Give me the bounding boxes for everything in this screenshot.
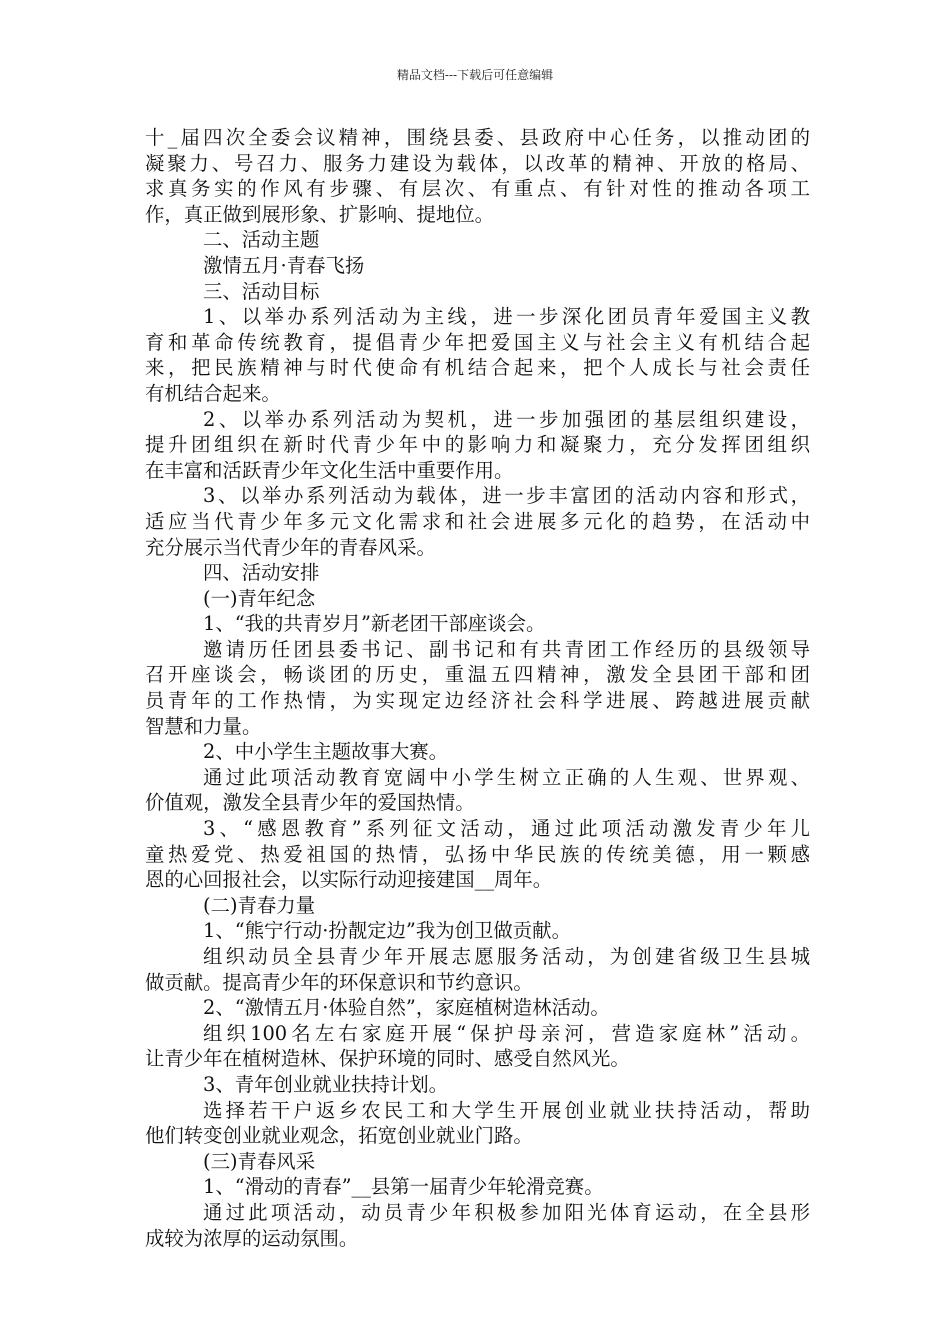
text-line: 育和革命传统教育，提倡青少年把爱国主义与社会主义有机结合起 [145,330,810,354]
text-line: 召开座谈会，畅谈团的历史，重温五四精神，激发全县团干部和团 [145,663,810,687]
text-line: 在丰富和活跃青少年文化生活中重要作用。 [145,458,514,482]
text-line: (三)青春风采 [203,1149,316,1173]
text-line: 1、“滑动的青春”__县第一届青少年轮滑竞赛。 [203,1175,604,1199]
text-line: 组织100名左右家庭开展“保护母亲河，营造家庭林”活动。 [203,1021,810,1045]
text-line: 充分展示当代青少年的青春风采。 [145,535,436,559]
text-line: 通过此项活动教育宽阔中小学生树立正确的人生观、世界观、 [203,765,810,789]
document-body [145,125,810,1251]
text-line: 2、以举办系列活动为契机，进一步加强团的基层组织建设， [203,407,810,431]
text-line: 求真务实的作风有步骤、有层次、有重点、有针对性的推动各项工 [145,177,810,201]
text-line: 3、“感恩教育”系列征文活动，通过此项活动激发青少年儿 [203,817,810,841]
text-line: 成较为浓厚的运动氛围。 [145,1226,359,1250]
text-line: 2、中小学生主题故事大赛。 [203,740,449,764]
text-line: 二、活动主题 [203,228,320,252]
text-line: 让青少年在植树造林、保护环境的同时、感受自然风光。 [145,1047,630,1071]
text-line: 来，把民族精神与时代使命有机结合起来，把个人成长与社会责任 [145,356,810,380]
text-line: 1、“熊宁行动·扮靓定边”我为创卫做贡献。 [203,919,571,943]
text-line: (一)青年纪念 [203,586,316,610]
text-line: 有机结合起来。 [145,381,281,405]
text-line: 作，真正做到展形象、扩影响、提地位。 [145,202,495,226]
text-line: 价值观，激发全县青少年的爱国热情。 [145,791,475,815]
text-line: 提升团组织在新时代青少年中的影响力和凝聚力，充分发挥团组织 [145,433,810,457]
text-line: 童热爱党、热爱祖国的热情，弘扬中华民族的传统美德，用一颗感 [145,842,810,866]
text-line: 1、以举办系列活动为主线，进一步深化团员青年爱国主义教 [203,305,810,329]
text-line: 员青年的工作热情，为实现定边经济社会科学进展、跨越进展贡献 [145,689,810,713]
text-line: 选择若干户返乡农民工和大学生开展创业就业扶持活动，帮助 [203,1098,810,1122]
text-line: 适应当代青少年多元文化需求和社会进展多元化的趋势，在活动中 [145,509,810,533]
text-line: 智慧和力量。 [145,714,262,738]
text-line: 恩的心回报社会，以实际行动迎接建国__周年。 [145,868,553,892]
text-line: 凝聚力、号召力、服务力建设为载体，以改革的精神、开放的格局、 [145,151,810,175]
text-line: 通过此项活动，动员青少年积极参加阳光体育运动，在全县形 [203,1200,810,1224]
text-line: 3、以举办系列活动为载体，进一步丰富团的活动内容和形式， [203,484,810,508]
page-header: 精品文档---下载后可任意编辑 [396,68,554,82]
text-line: 他们转变创业就业观念，拓宽创业就业门路。 [145,1124,533,1148]
text-line: 四、活动安排 [203,561,320,585]
text-line: 做贡献。提高青少年的环保意识和节约意识。 [145,970,533,994]
text-line: 1、“我的共青岁月”新老团干部座谈会。 [203,612,546,636]
text-line: 2、“激情五月·体验自然”，家庭植树造林活动。 [203,996,610,1020]
text-line: 3、青年创业就业扶持计划。 [203,1072,449,1096]
text-line: 组织动员全县青少年开展志愿服务活动，为创建省级卫生县城 [203,945,810,968]
text-line: 邀请历任团县委书记、副书记和有共青团工作经历的县级领导 [203,637,810,661]
text-line: 十_届四次全委会议精神，围绕县委、县政府中心任务，以推动团的 [145,126,810,149]
text-line: 三、活动目标 [203,279,320,303]
text-line: 激情五月·青春飞扬 [203,253,365,277]
text-line: (二)青春力量 [203,893,316,917]
